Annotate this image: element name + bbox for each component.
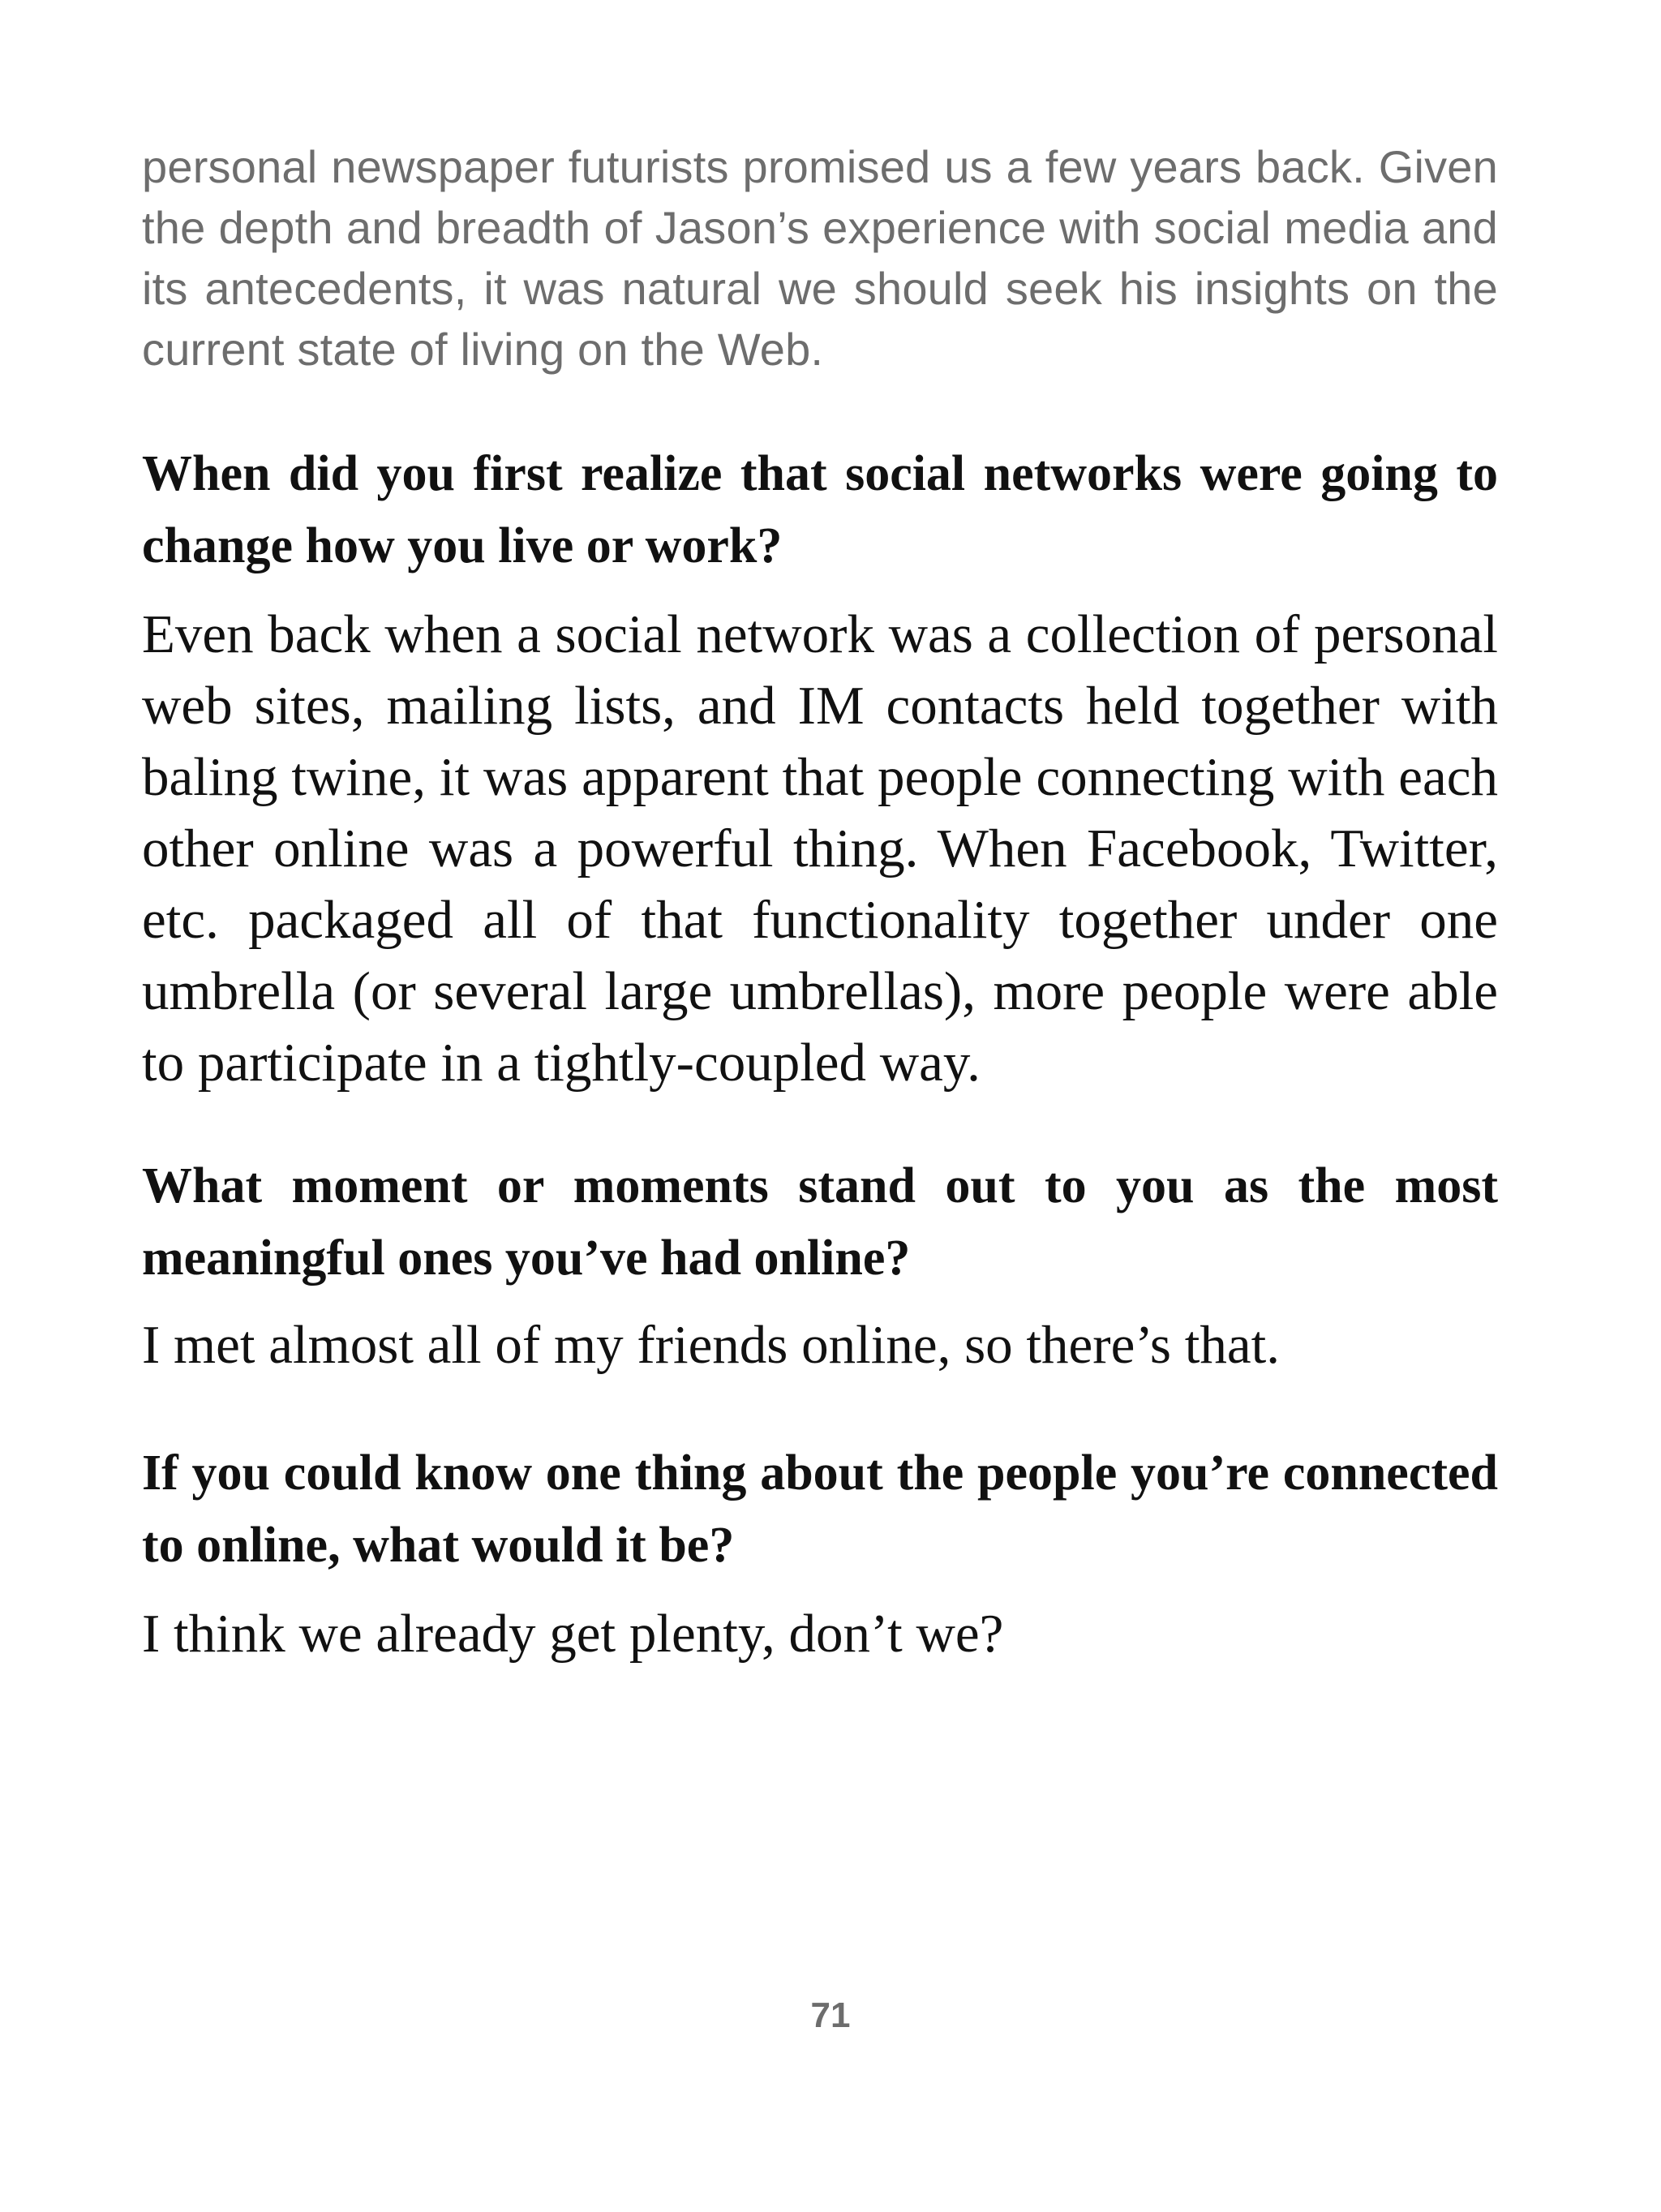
page-body (142, 136, 1498, 1669)
question-2: What moment or moments stand out to you as the most meaningful ones you’ve had online? (142, 1158, 1498, 1286)
answer-2: I met almost all of my friends online, so there’s that. (142, 1315, 1280, 1375)
answer-1: Even back when a social network was a collection of personal web sites, mailing lists, and IM contacts held together with baling twine, it was apparent that people connecting with each other online was a powerful thing. When Facebook, Twitter, etc. packaged all of that functionality together under one umbrella (or several large umbrellas), more people were able to participate in a tightly-coupled way. (142, 604, 1498, 1093)
intro-paragraph: personal newspaper futurists promised us a few years back. Given the depth and breadth of Jason’s experience with social media and its antecedents, it was natural we should seek his insights on the current state of living on the Web. (142, 141, 1498, 375)
page-number: 71 (810, 1995, 851, 2035)
question-1: When did you first realize that social networks were going to change how you live or work? (142, 446, 1498, 573)
answer-3: I think we already get plenty, don’t we? (142, 1604, 1004, 1664)
question-3: If you could know one thing about the people you’re connected to online, what would it be? (142, 1445, 1498, 1573)
